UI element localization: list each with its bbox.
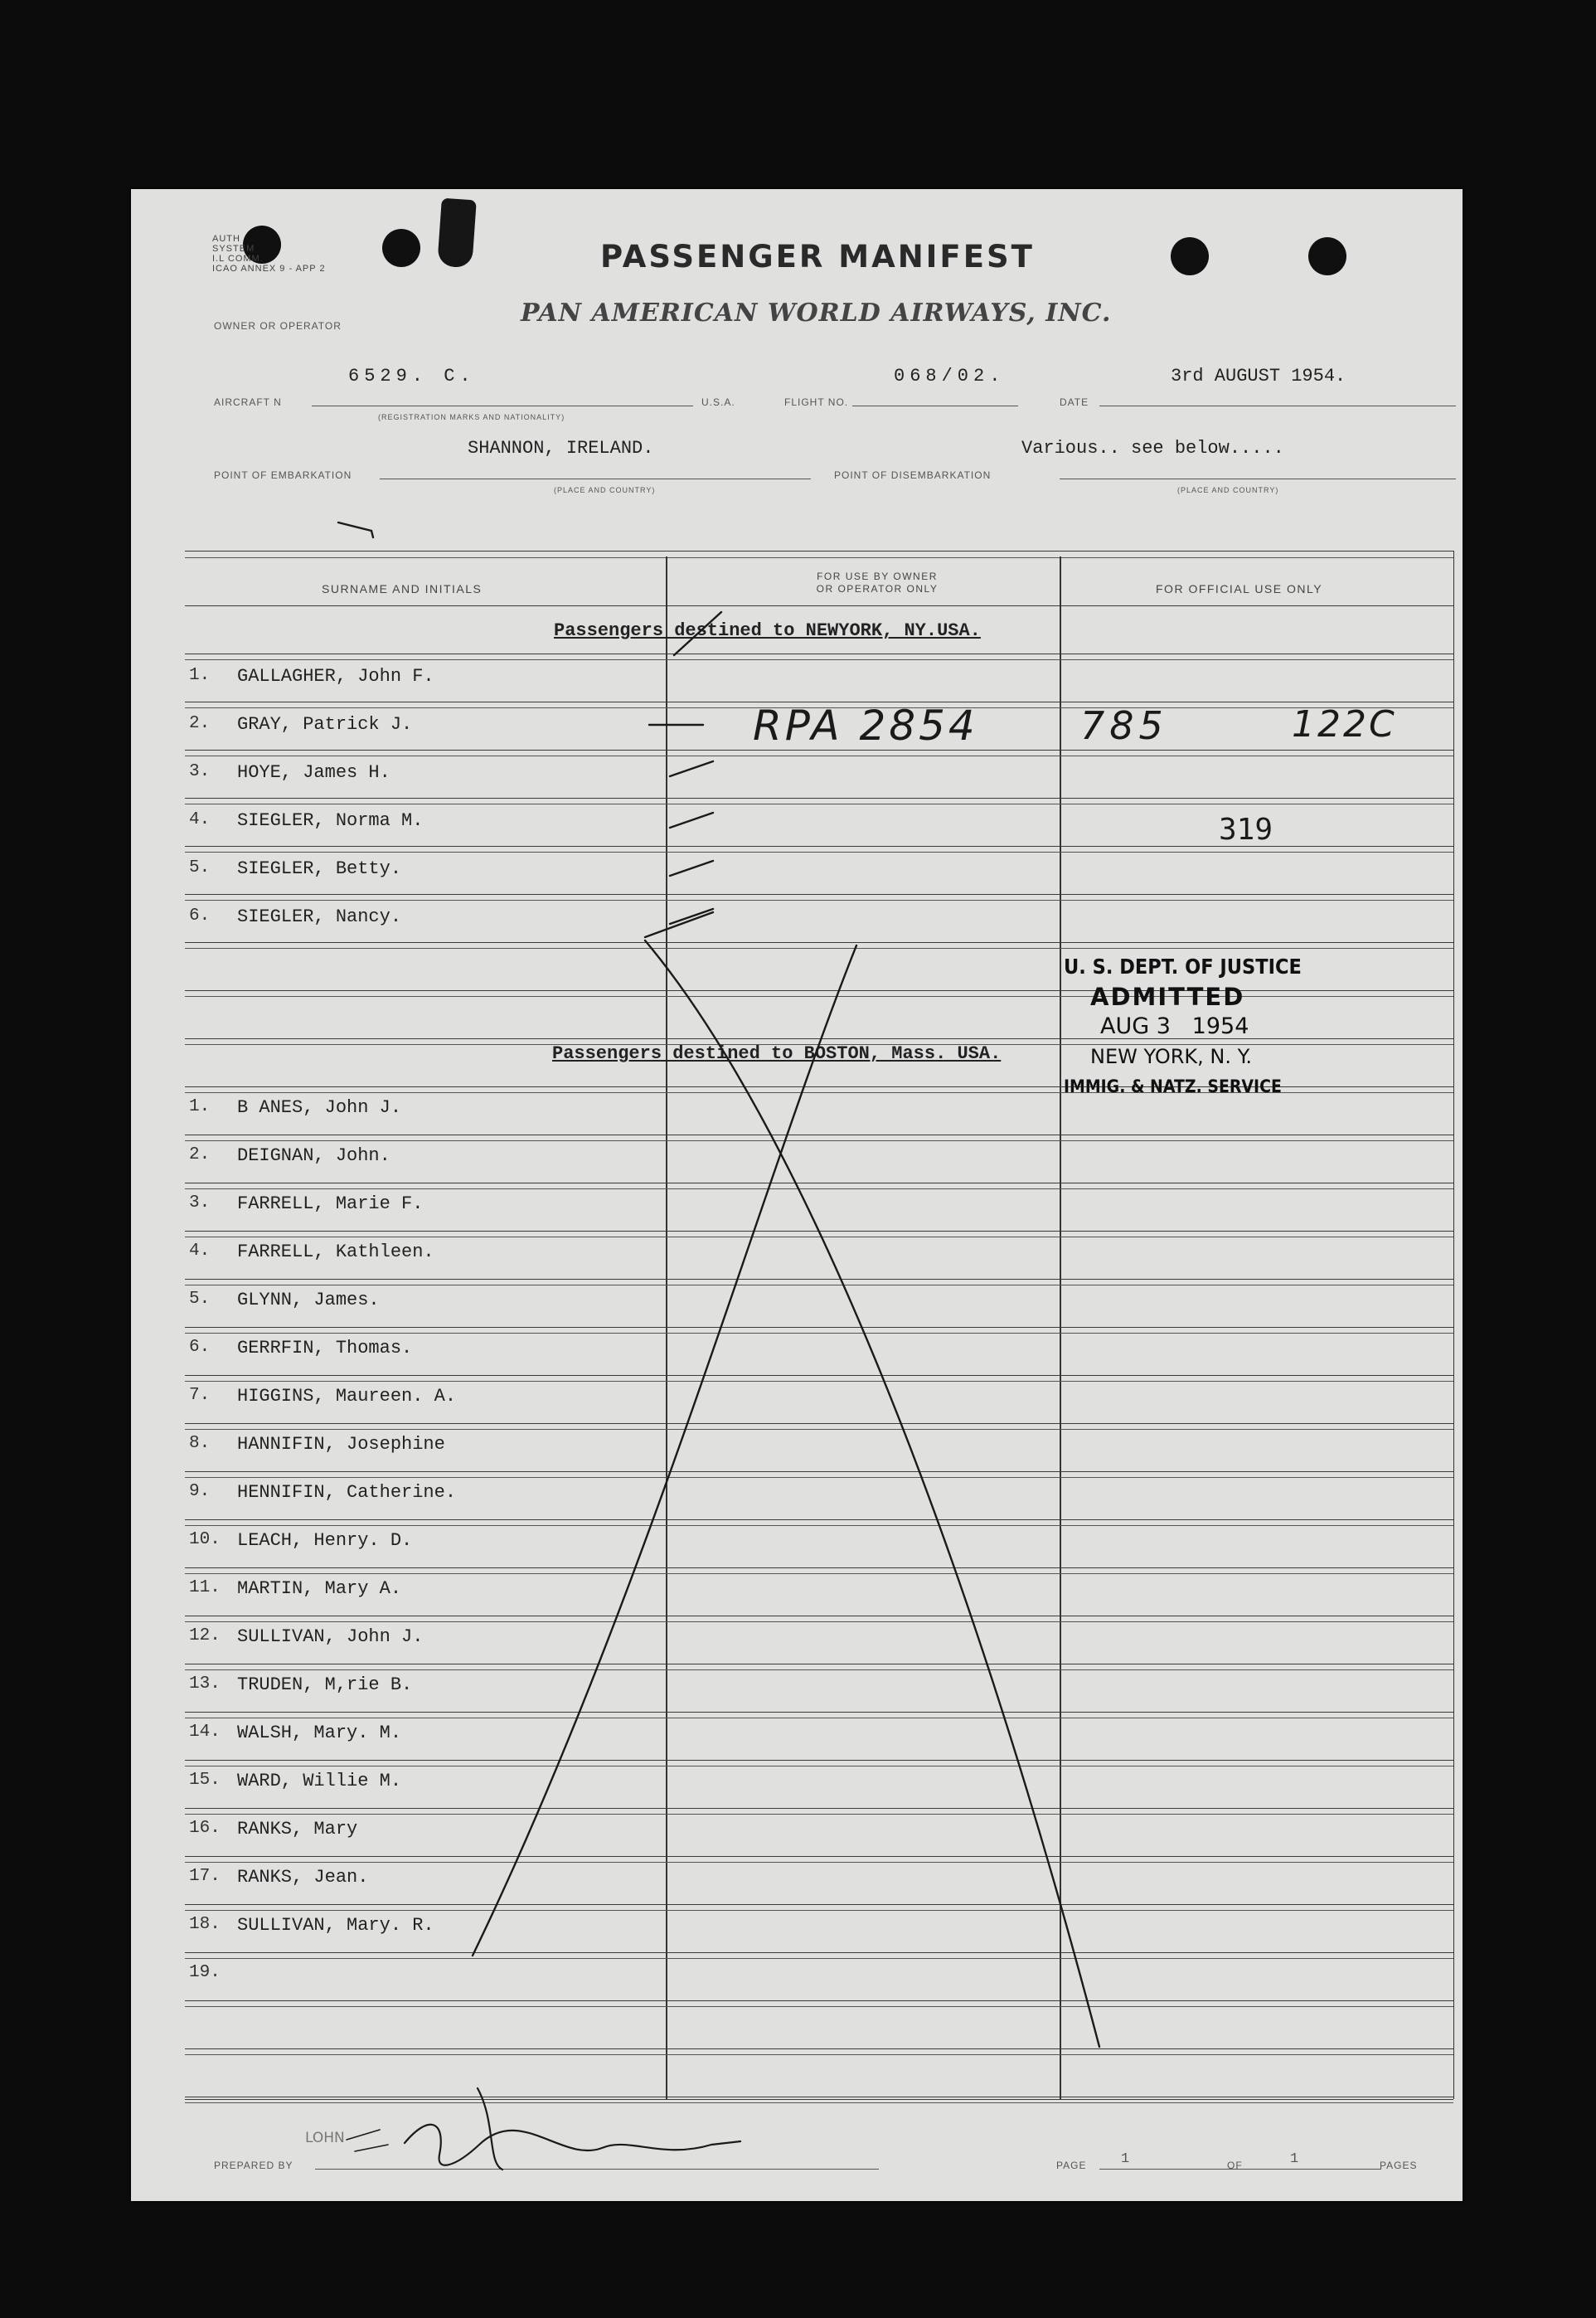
corner-mark bbox=[338, 522, 373, 537]
column-header-official: FOR OFFICIAL USE ONLY bbox=[1156, 582, 1323, 595]
passenger-name: SIEGLER, Norma M. bbox=[237, 810, 424, 831]
stamp-agency: U. S. DEPT. OF JUSTICE bbox=[1064, 955, 1302, 979]
aircraft-value: 6529. C. bbox=[348, 366, 476, 386]
passenger-name: HENNIFIN, Catherine. bbox=[237, 1482, 457, 1503]
of-label: OF bbox=[1227, 2160, 1243, 2171]
row-number: 17. bbox=[189, 1867, 221, 1886]
passenger-name: FARRELL, Kathleen. bbox=[237, 1242, 434, 1262]
row-number: 8. bbox=[189, 1434, 211, 1453]
signature-mark bbox=[347, 2130, 388, 2151]
passenger-name: LEACH, Henry. D. bbox=[237, 1530, 413, 1551]
prepared-by-label: PREPARED BY bbox=[214, 2160, 293, 2171]
passenger-name: WARD, Willie M. bbox=[237, 1771, 402, 1791]
row-number: 16. bbox=[189, 1819, 221, 1838]
handwritten-number-785: 785 bbox=[1080, 703, 1168, 748]
check-mark bbox=[670, 761, 713, 776]
row-number: 10. bbox=[189, 1530, 221, 1549]
passenger-name: RANKS, Mary bbox=[237, 1819, 358, 1839]
row-number: 4. bbox=[189, 1242, 211, 1261]
date-label: DATE bbox=[1060, 396, 1089, 408]
section-boston: Passengers destined to BOSTON, Mass. USA. bbox=[552, 1043, 1002, 1064]
passenger-name: DEIGNAN, John. bbox=[237, 1145, 391, 1166]
row-number: 11. bbox=[189, 1578, 221, 1597]
row-number: 13. bbox=[189, 1674, 221, 1694]
form-reference: AUTH SYSTEM I.L COMM. ICAO ANNEX 9 - APP 2 bbox=[212, 234, 326, 274]
stamp-place: NEW YORK, N. Y. bbox=[1090, 1045, 1253, 1068]
disembark-label: POINT OF DISEMBARKATION bbox=[834, 469, 992, 481]
passenger-name: RANKS, Jean. bbox=[237, 1867, 369, 1888]
aircraft-sublabel: (REGISTRATION MARKS AND NATIONALITY) bbox=[378, 413, 565, 421]
check-mark bbox=[645, 912, 713, 937]
row-number: 5. bbox=[189, 858, 211, 877]
row-number: 7. bbox=[189, 1386, 211, 1405]
nationality: U.S.A. bbox=[701, 396, 735, 408]
passenger-name: SULLIVAN, Mary. R. bbox=[237, 1915, 434, 1936]
passenger-name: SULLIVAN, John J. bbox=[237, 1626, 424, 1647]
disembark-value: Various.. see below..... bbox=[1021, 438, 1284, 459]
embark-sublabel: (PLACE AND COUNTRY) bbox=[554, 486, 656, 494]
passenger-name: TRUDEN, M,rie B. bbox=[237, 1674, 413, 1695]
check-mark bbox=[670, 861, 713, 876]
row-number: 3. bbox=[189, 762, 211, 781]
cross-line bbox=[473, 945, 856, 1956]
row-number: 2. bbox=[189, 1145, 211, 1164]
passenger-name: B ANES, John J. bbox=[237, 1097, 402, 1118]
check-mark bbox=[670, 909, 713, 924]
row-number: 12. bbox=[189, 1626, 221, 1645]
stamp-admitted: ADMITTED bbox=[1090, 983, 1245, 1011]
passenger-name: HOYE, James H. bbox=[237, 762, 391, 783]
row-number: 6. bbox=[189, 906, 211, 926]
pen-marks bbox=[131, 189, 1463, 2201]
passenger-name: GALLAGHER, John F. bbox=[237, 666, 434, 687]
disembark-sublabel: (PLACE AND COUNTRY) bbox=[1177, 486, 1279, 494]
section-new-york: Passengers destined to NEWYORK, NY.USA. bbox=[554, 620, 981, 641]
row-number: 6. bbox=[189, 1338, 211, 1357]
embark-label: POINT OF EMBARKATION bbox=[214, 469, 352, 481]
row-number: 1. bbox=[189, 666, 211, 685]
flight-label: FLIGHT NO. bbox=[784, 396, 849, 408]
row-number: 5. bbox=[189, 1290, 211, 1309]
row-number: 4. bbox=[189, 810, 211, 829]
column-header-owner-use: FOR USE BY OWNER OR OPERATOR ONLY bbox=[816, 571, 939, 595]
row-number: 19. bbox=[189, 1963, 221, 1982]
cross-line bbox=[645, 940, 1099, 2047]
signature-note: LOHN bbox=[305, 2130, 345, 2146]
page-title: PASSENGER MANIFEST bbox=[600, 239, 1035, 275]
passenger-name: WALSH, Mary. M. bbox=[237, 1723, 402, 1743]
page-number: 1 bbox=[1121, 2151, 1130, 2167]
passenger-name: HANNIFIN, Josephine bbox=[237, 1434, 445, 1455]
date-value: 3rd AUGUST 1954. bbox=[1171, 366, 1346, 386]
aircraft-label: AIRCRAFT N bbox=[214, 396, 282, 408]
column-header-name: SURNAME AND INITIALS bbox=[322, 582, 483, 595]
passenger-name: GERRFIN, Thomas. bbox=[237, 1338, 413, 1358]
handwritten-number-122c: 122C bbox=[1292, 703, 1397, 746]
embark-value: SHANNON, IRELAND. bbox=[468, 438, 654, 459]
signature-mark bbox=[405, 2088, 740, 2170]
passenger-name: GLYNN, James. bbox=[237, 1290, 380, 1310]
row-number: 9. bbox=[189, 1482, 211, 1501]
check-mark bbox=[674, 612, 721, 655]
passenger-name: HIGGINS, Maureen. A. bbox=[237, 1386, 457, 1407]
row-number: 2. bbox=[189, 714, 211, 733]
stamp-service: IMMIG. & NATZ. SERVICE bbox=[1064, 1076, 1282, 1096]
page-total: 1 bbox=[1290, 2151, 1299, 2167]
handwritten-reference: RPA 2854 bbox=[753, 702, 978, 750]
row-number: 1. bbox=[189, 1097, 211, 1116]
passenger-name: MARTIN, Mary A. bbox=[237, 1578, 402, 1599]
owner-name: PAN AMERICAN WORLD AIRWAYS, INC. bbox=[521, 299, 1112, 328]
flight-value: 068/02. bbox=[894, 366, 1006, 386]
row-number: 3. bbox=[189, 1193, 211, 1212]
pages-label: PAGES bbox=[1380, 2160, 1418, 2171]
manifest-page bbox=[131, 189, 1463, 2201]
passenger-name: SIEGLER, Betty. bbox=[237, 858, 402, 879]
passenger-name: FARRELL, Marie F. bbox=[237, 1193, 424, 1214]
row-number: 14. bbox=[189, 1723, 221, 1742]
passenger-name: GRAY, Patrick J. bbox=[237, 714, 413, 735]
check-mark bbox=[670, 813, 713, 828]
stamp-date: AUG 3 1954 bbox=[1100, 1013, 1249, 1039]
passenger-name: SIEGLER, Nancy. bbox=[237, 906, 402, 927]
row-number: 18. bbox=[189, 1915, 221, 1934]
row-number: 15. bbox=[189, 1771, 221, 1790]
official-number: 319 bbox=[1219, 813, 1273, 847]
page-label: PAGE bbox=[1056, 2160, 1087, 2171]
owner-label: OWNER OR OPERATOR bbox=[214, 320, 342, 332]
